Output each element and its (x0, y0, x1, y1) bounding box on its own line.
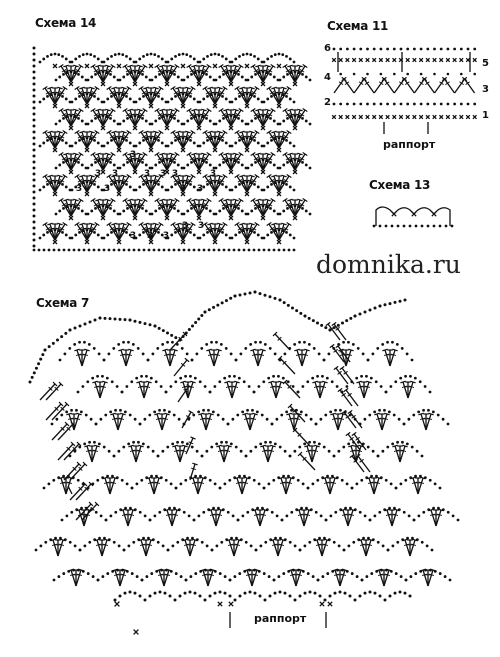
scheme11-row-4: 4 (324, 72, 331, 83)
scheme11-row-6: 6 (324, 43, 331, 54)
svg-text:3: 3 (75, 184, 83, 194)
scheme11-row-5: 5 (482, 58, 489, 69)
scheme14-title: Схема 14 (35, 16, 97, 30)
svg-text:3: 3 (111, 169, 119, 179)
svg-text:3: 3 (171, 169, 179, 179)
svg-text:3: 3 (103, 184, 111, 194)
scheme11-rapport-label: раппорт (383, 138, 436, 151)
svg-text:3: 3 (162, 231, 170, 241)
scheme11-row-3: 3 (482, 84, 489, 95)
svg-text:3: 3 (146, 231, 154, 241)
svg-text:3: 3 (209, 169, 217, 179)
site-watermark: domnika.ru (316, 250, 461, 279)
svg-text:3: 3 (179, 184, 187, 194)
svg-text:3: 3 (181, 221, 189, 231)
svg-text:3: 3 (196, 184, 204, 194)
scheme11-row-2: 2 (324, 97, 331, 108)
scheme13-title: Схема 13 (369, 178, 431, 192)
svg-text:3: 3 (143, 169, 151, 179)
svg-text:3: 3 (94, 169, 102, 179)
svg-text:3: 3 (129, 231, 137, 241)
svg-text:3: 3 (129, 150, 137, 160)
scheme11-title: Схема 11 (327, 19, 389, 33)
scheme11-row-1: 1 (482, 110, 489, 121)
scheme7-rapport-label: раппорт (254, 612, 307, 625)
scheme7-title: Схема 7 (36, 296, 90, 310)
svg-text:3: 3 (197, 221, 205, 231)
svg-text:3: 3 (159, 169, 167, 179)
